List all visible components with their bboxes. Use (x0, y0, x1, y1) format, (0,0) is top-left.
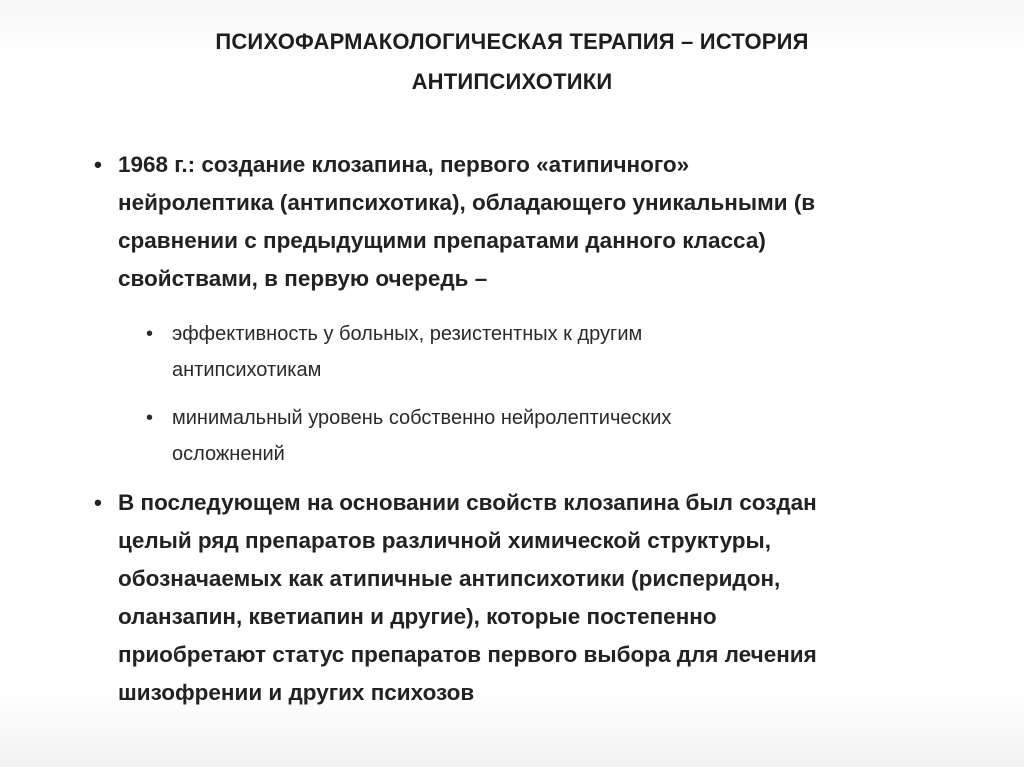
bullet-atypical-antipsychotics (94, 484, 934, 712)
slide-title (0, 22, 1024, 102)
sub-bullet-line: антипсихотикам (172, 359, 322, 381)
sub-bullet-side-effects (146, 400, 934, 472)
sub-bullet-line: • эффективность у больных, резистентных к другим (172, 323, 643, 345)
slide-content (94, 146, 934, 712)
bullet-line: • 1968 г.: создание клозапина, первого «атипичного» (118, 152, 690, 177)
bullet-line: приобретают статус препаратов первого выбора для лечения (118, 642, 817, 667)
slide-title-line-2: АНТИПСИХОТИКИ (411, 69, 613, 94)
sub-bullet-line: • минимальный уровень собственно нейролептических (172, 407, 672, 429)
slide-title-line-1: ПСИХОФАРМАКОЛОГИЧЕСКАЯ ТЕРАПИЯ – ИСТОРИЯ (215, 29, 809, 54)
bullet-line: обозначаемых как атипичные антипсихотики (рисперидон, (118, 566, 781, 591)
bullet-line: целый ряд препаратов различной химической структуры, (118, 528, 771, 553)
sub-bullet-efficacy (146, 316, 934, 388)
bullet-line: • В последующем на основании свойств клозапина был создан (118, 490, 817, 515)
bullet-line: свойствами, в первую очередь – (118, 266, 488, 291)
bullet-line: шизофрении и других психозов (118, 680, 475, 705)
sub-bullet-line: осложнений (172, 443, 285, 465)
bullet-line: нейролептика (антипсихотика), обладающего уникальными (в (118, 190, 816, 215)
bullet-line: сравнении с предыдущими препаратами данного класса) (118, 228, 766, 253)
bullet-line: оланзапин, кветиапин и другие), которые постепенно (118, 604, 717, 629)
bullet-clozapine-1968 (94, 146, 934, 298)
